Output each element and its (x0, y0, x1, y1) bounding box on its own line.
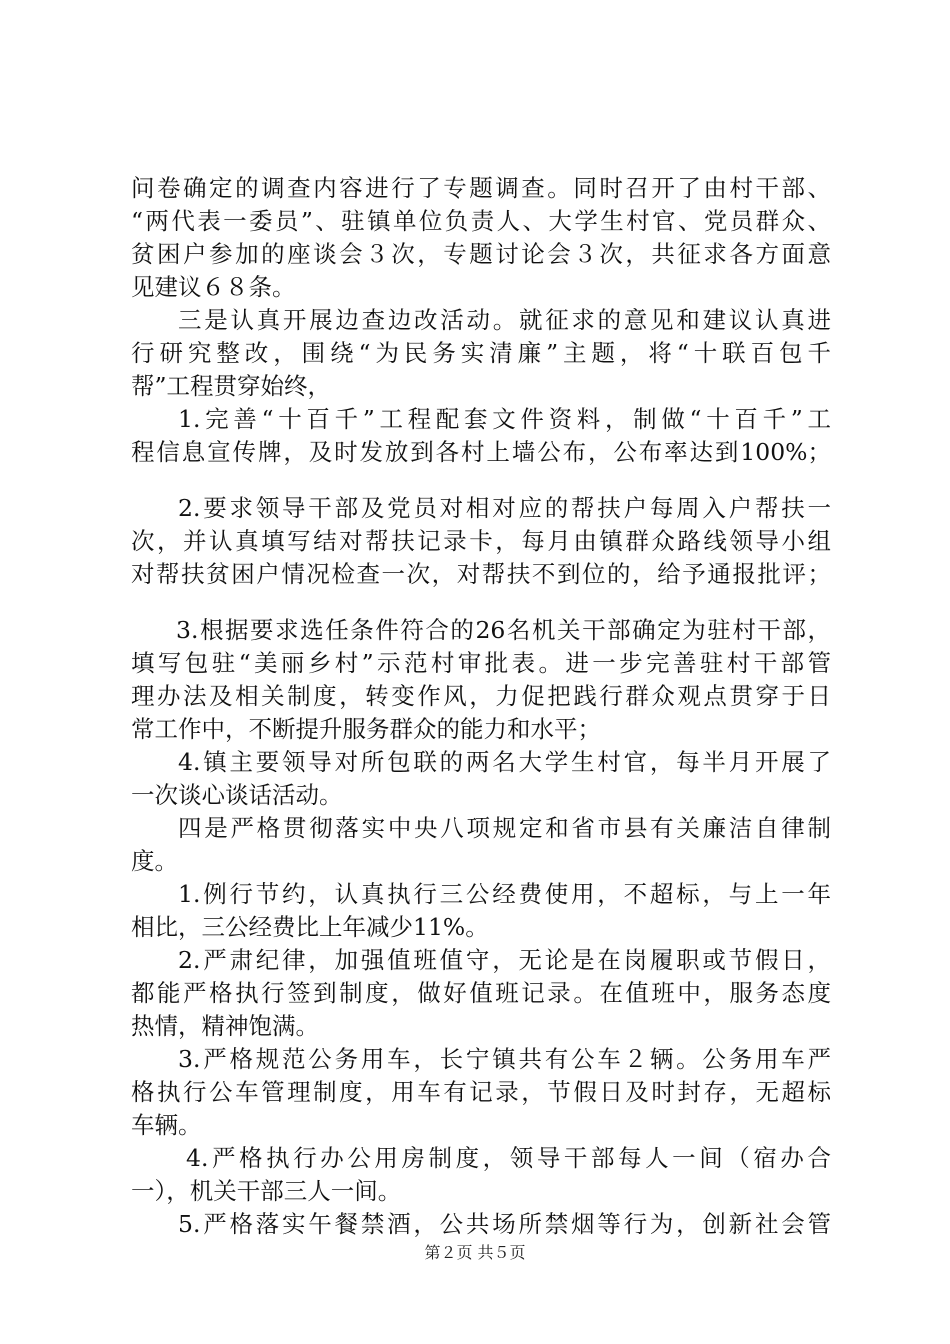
page-footer: 第２页 共５页 (424, 1243, 526, 1262)
text-line: 一次谈心谈话活动。 (131, 781, 343, 809)
text-line: 贫困户参加的座谈会３次，专题讨论会３次，共征求各方面意 (131, 240, 831, 268)
text-line: 度。 (131, 847, 178, 875)
text-line: 车辆。 (131, 1111, 202, 1139)
text-line: 4.严格执行办公用房制度，领导干部每人一间（宿办合 (186, 1144, 831, 1172)
text-line: 帮”工程贯穿始终， (131, 372, 332, 400)
text-line: 问卷确定的调查内容进行了专题调查。同时召开了由村干部、 (131, 174, 831, 202)
text-line: 4.镇主要领导对所包联的两名大学生村官，每半月开展了 (178, 748, 831, 776)
text-line: 热情，精神饱满。 (131, 1012, 319, 1040)
text-line: 2.严肃纪律，加强值班值守，无论是在岗履职或节假日， (178, 946, 831, 974)
text-line: 3.根据要求选任条件符合的26名机关干部确定为驻村干部， (176, 616, 831, 644)
text-line: 程信息宣传牌，及时发放到各村上墙公布，公布率达到100%； (131, 438, 831, 466)
text-line: 一），机关干部三人一间。 (131, 1177, 402, 1205)
text-line: 行研究整改，围绕“为民务实清廉”主题，将“十联百包千 (131, 339, 831, 367)
text-line: 2.要求领导干部及党员对相对应的帮扶户每周入户帮扶一 (178, 494, 831, 522)
text-line: 都能严格执行签到制度，做好值班记录。在值班中，服务态度 (131, 979, 831, 1007)
text-line: 填写包驻“美丽乡村”示范村审批表。进一步完善驻村干部管 (131, 649, 831, 677)
text-line: “两代表一委员”、驻镇单位负责人、大学生村官、党员群众、 (131, 207, 831, 235)
text-line: 对帮扶贫困户情况检查一次，对帮扶不到位的，给予通报批评； (131, 560, 831, 588)
text-line: 格执行公车管理制度，用车有记录，节假日及时封存，无超标 (131, 1078, 831, 1106)
text-line: 1.例行节约，认真执行三公经费使用，不超标，与上一年 (178, 880, 831, 908)
text-line: 四是严格贯彻落实中央八项规定和省市县有关廉洁自律制 (178, 814, 831, 842)
text-line: 1.完善“十百千”工程配套文件资料，制做“十百千”工 (178, 405, 831, 433)
text-line: 三是认真开展边查边改活动。就征求的意见和建议认真进 (178, 306, 831, 334)
text-line: 理办法及相关制度，转变作风，力促把践行群众观点贯穿于日 (131, 682, 831, 710)
text-line: 次，并认真填写结对帮扶记录卡，每月由镇群众路线领导小组 (131, 527, 831, 555)
text-line: 常工作中，不断提升服务群众的能力和水平； (131, 715, 601, 743)
text-line: 相比，三公经费比上年减少11%。 (131, 913, 489, 941)
text-line: 5.严格落实午餐禁酒，公共场所禁烟等行为，创新社会管 (178, 1210, 831, 1238)
text-line: 3.严格规范公务用车，长宁镇共有公车２辆。公务用车严 (178, 1045, 831, 1073)
text-line: 见建议６８条。 (131, 273, 296, 301)
